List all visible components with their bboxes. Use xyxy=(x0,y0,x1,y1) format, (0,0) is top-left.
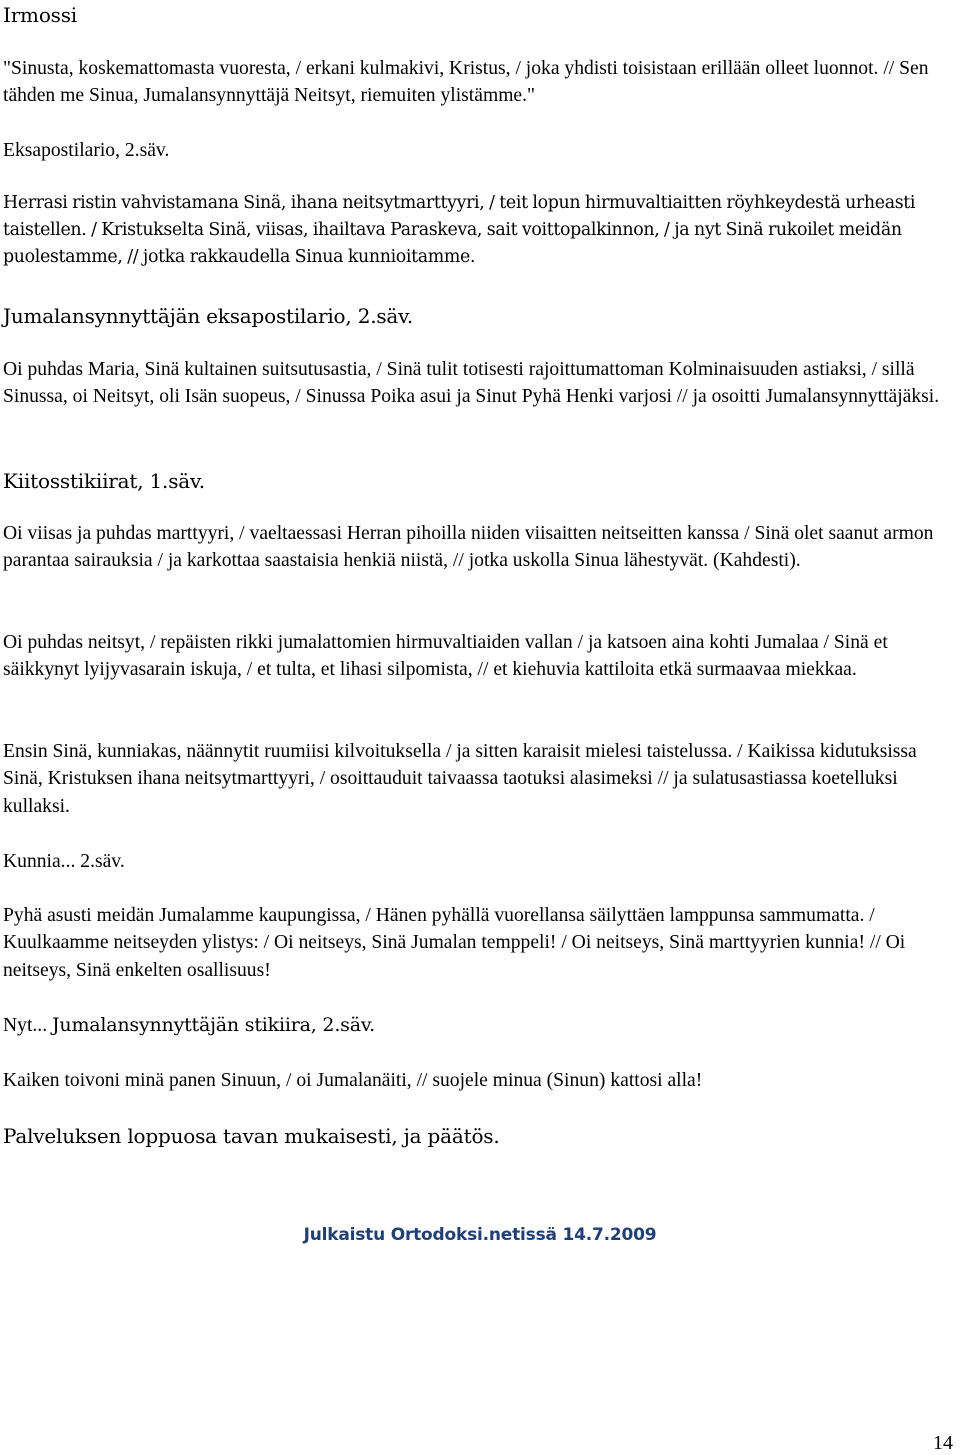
nyt-text: Kaiken toivoni minä panen Sinuun, / oi Jumalanäiti, // suojele minua (Sinun) kattosi alla! xyxy=(3,1070,703,1091)
publication-footer: Julkaistu Ortodoksi.netissä 14.7.2009 xyxy=(303,1225,657,1245)
irmossi-heading: Irmossi xyxy=(3,3,77,27)
kunnia-text: Pyhä asusti meidän Jumalamme kaupungissa, / Hänen pyhällä vuorellansa säilyttäen lamppunsa sammumatta. / Kuulkaamme neitseyden ylistys: / Oi neitseys, Sinä Jumalan temppeli! / Oi neitseys, Sinä marttyyrien kunnia! // Oi neitseys, Sinä enkelten osallisuus! xyxy=(3,905,906,981)
eksapostilario-heading: Eksapostilario, 2.säv. xyxy=(3,140,170,161)
nyt-prefix: Nyt... xyxy=(3,1015,52,1036)
kiitosstikiirat-heading: Kiitosstikiirat, 1.säv. xyxy=(3,469,205,493)
stikiira-1: Oi viisas ja puhdas marttyyri, / vaeltaessasi Herran pihoilla niiden viisaitten neitseitten kanssa / Sinä olet saanut armon parantaa sairauksia / ja karkottaa saastaisia henkiä niistä, // jotka uskolla Sinua lähestyvät. (Kahdesti). xyxy=(3,523,934,572)
nyt-heading: Jumalansynnyttäjän stikiira, 2.säv. xyxy=(51,1014,375,1036)
kunnia-heading: Kunnia... 2.säv. xyxy=(3,851,125,872)
theotokos-eksapostilario-text: Oi puhdas Maria, Sinä kultainen suitsutusastia, / Sinä tulit totisesti rajoittumattoman Kolminaisuuden astiaksi, / sillä Sinussa, oi Neitsyt, oli Isän suopeus, / Sinussa Poika asui ja Sinut Pyhä Henki varjosi // ja osoitti Jumalansynnyttäjäksi. xyxy=(3,359,940,408)
eksapostilario-text: Herrasi ristin vahvistamana Sinä, ihana neitsytmarttyyri, / teit lopun hirmuvaltiaitten röyhkeydestä urheasti taistellen. / Kristukselta Sinä, viisas, ihailtava Paraskeva, sait voittopalkinnon, / ja nyt Sinä rukoilet meidän puolestamme, // jotka rakkaudella Sinua kunnioitamme. xyxy=(3,193,916,267)
stikiira-2: Oi puhdas neitsyt, / repäisten rikki jumalattomien hirmuvaltiaiden vallan / ja katsoen aina kohti Jumalaa / Sinä et säikkynyt lyijyvasarain iskuja, / et tulta, et lihasi silpomista, // et kiehuvia kattiloita etkä surmaavaa miekkaa. xyxy=(3,632,888,681)
page-number: 14 xyxy=(933,1432,953,1454)
stikiira-3: Ensin Sinä, kunniakas, näännytit ruumiisi kilvoituksella / ja sitten karaisit mielesi taistelussa. / Kaikissa kidutuksissa Sinä, Kristuksen ihana neitsytmarttyyri, / osoittauduit taivaassa taotuksi alasimeksi // ja sulatusastiassa koetelluksi kullaksi. xyxy=(3,741,917,817)
closing-heading: Palveluksen loppuosa tavan mukaisesti, ja päätös. xyxy=(3,1124,500,1148)
theotokos-eksapostilario-heading: Jumalansynnyttäjän eksapostilario, 2.säv. xyxy=(3,304,414,328)
irmossi-text: "Sinusta, koskemattomasta vuoresta, / erkani kulmakivi, Kristus, / joka yhdisti toisistaan erillään olleet luonnot. // Sen tähden me Sinua, Jumalansynnyttäjä Neitsyt, riemuiten ylistämme." xyxy=(3,58,929,107)
nyt-line xyxy=(3,1012,955,1039)
